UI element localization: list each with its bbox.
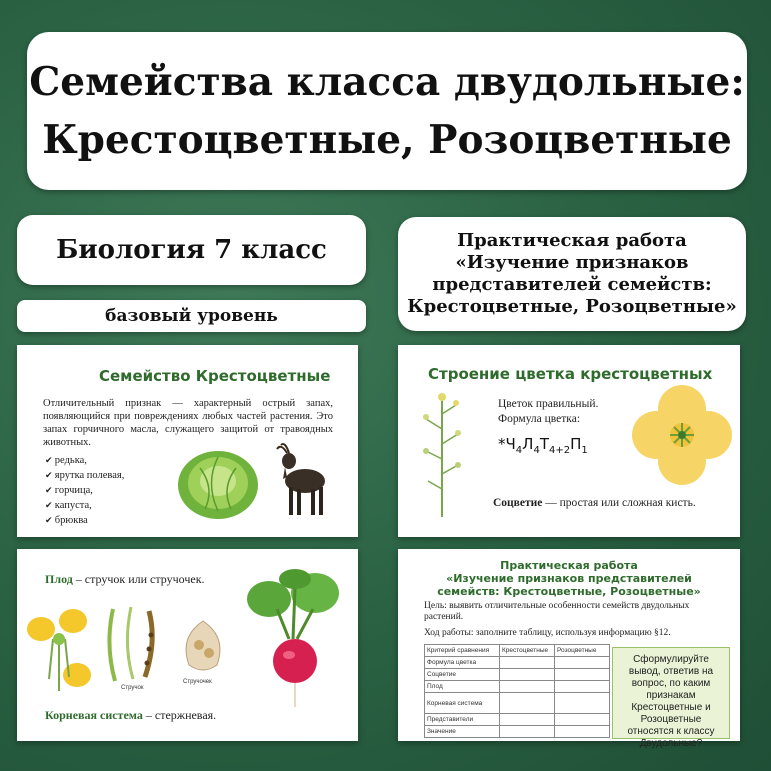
table-cell[interactable]	[500, 693, 555, 714]
flower-formula	[498, 435, 588, 456]
flower-diagram-image	[630, 385, 734, 485]
slide4-title-line2: «Изучение признаков представителей	[446, 572, 692, 585]
main-title-line2: Крестоцветные, Розоцветные	[42, 117, 732, 163]
formula-part: П	[570, 435, 582, 453]
main-title-card	[27, 32, 747, 190]
table-cell: Соцветие	[425, 669, 500, 681]
formula-sub: 4	[515, 445, 523, 456]
formula-part: Л	[522, 435, 534, 453]
formula-part: *Ч	[498, 435, 516, 453]
table-cell: Представители	[425, 714, 500, 726]
table-row	[425, 714, 610, 726]
podlet-image	[175, 617, 231, 677]
formula-sub: 4+2	[549, 445, 571, 456]
formula-sub: 4	[533, 445, 540, 456]
main-title-line1: Семейства класса двудольные:	[29, 59, 745, 105]
slide-fruit-root	[17, 549, 358, 741]
formula-label: Формула цветка:	[498, 413, 581, 425]
inflorescence-term: Соцветие	[493, 497, 543, 509]
slide1-title: Семейство Крестоцветные	[99, 367, 331, 385]
table-header-row	[425, 645, 610, 657]
pod-image	[101, 605, 171, 685]
table-cell[interactable]	[555, 657, 610, 669]
goat-image	[275, 441, 331, 523]
plant-list	[45, 453, 124, 528]
slide1-text: Отличительный признак — характерный острый запах, появляющийся при повреждениях любых частей растения. Это запах горчичного масла, служащего защитой от травоядных животных.	[43, 398, 333, 448]
formula-sub: 1	[581, 445, 588, 456]
table-cell[interactable]	[500, 726, 555, 738]
table-cell[interactable]	[555, 681, 610, 693]
raceme-plant-image	[412, 389, 472, 519]
formula-part: Т	[539, 435, 549, 453]
slide4-title	[398, 559, 740, 598]
plant-item: ✔ горчица,	[45, 483, 124, 498]
slide-flower-structure	[398, 345, 740, 537]
table-row	[425, 681, 610, 693]
root-term: Корневая система	[45, 708, 143, 722]
slide4-title-line3: семейств: Крестоцветные, Розоцветные»	[437, 585, 701, 598]
fruit-text: – стручок или стручочек.	[72, 572, 205, 586]
table-cell[interactable]	[500, 657, 555, 669]
slide2-title: Строение цветка крестоцветных	[428, 365, 713, 383]
table-header-cell: Розоцветные	[555, 645, 610, 657]
conclusion-note: Сформулируйте вывод, ответив на вопрос, по каким признакам Крестоцветные и Розоцветные относятся к классу Двудольные?	[612, 647, 730, 739]
level-label: базовый уровень	[17, 300, 366, 332]
practice-line4: Крестоцветные, Розоцветные»	[407, 296, 737, 317]
table-cell: Значение	[425, 726, 500, 738]
plant-item: ✔ редька,	[45, 453, 124, 468]
radish-image	[239, 569, 351, 709]
table-row	[425, 669, 610, 681]
pod-label: Стручок	[121, 685, 144, 691]
practice-line2: «Изучение признаков	[455, 252, 689, 273]
yellow-flower-image	[21, 599, 97, 695]
table-cell[interactable]	[500, 681, 555, 693]
table-cell: Корневая система	[425, 693, 500, 714]
table-cell[interactable]	[500, 714, 555, 726]
table-row	[425, 726, 610, 738]
slide-cruciferous-family	[17, 345, 358, 537]
root-text: – стержневая.	[142, 708, 217, 722]
podlet-label: Стручочек	[183, 679, 212, 685]
inflorescence-text: — простая или сложная кисть.	[542, 497, 696, 509]
slide-practice-work	[398, 549, 740, 749]
table-cell: Формула цветка	[425, 657, 500, 669]
table-cell: Плод	[425, 681, 500, 693]
table-header-cell: Критерий сравнения	[425, 645, 500, 657]
plant-item: ✔ ярутка полевая,	[45, 468, 124, 483]
fruit-term: Плод	[45, 572, 73, 586]
practice-line1: Практическая работа	[457, 230, 687, 251]
table-row	[425, 657, 610, 669]
practice-line3: представителей семейств:	[432, 274, 712, 295]
slide4-title-line1: Практическая работа	[500, 559, 638, 572]
table-cell[interactable]	[555, 726, 610, 738]
table-cell[interactable]	[555, 693, 610, 714]
subject-label: Биология 7 класс	[17, 215, 366, 285]
table-header-cell: Крестоцветные	[500, 645, 555, 657]
course-text: Ход работы: заполните таблицу, используя информацию §12.	[424, 628, 671, 638]
plant-item: ✔ брюква	[45, 513, 124, 528]
practice-card	[398, 217, 746, 331]
comparison-table	[424, 644, 610, 738]
flower-regular-text: Цветок правильный.	[498, 398, 599, 410]
table-cell[interactable]	[555, 714, 610, 726]
plant-item: ✔ капуста,	[45, 498, 124, 513]
table-cell[interactable]	[555, 669, 610, 681]
goal-text: Цель: выявить отличительные особенности семейств двудольных растений.	[424, 601, 690, 622]
cabbage-image	[175, 443, 261, 521]
table-cell[interactable]	[500, 669, 555, 681]
table-row	[425, 693, 610, 714]
